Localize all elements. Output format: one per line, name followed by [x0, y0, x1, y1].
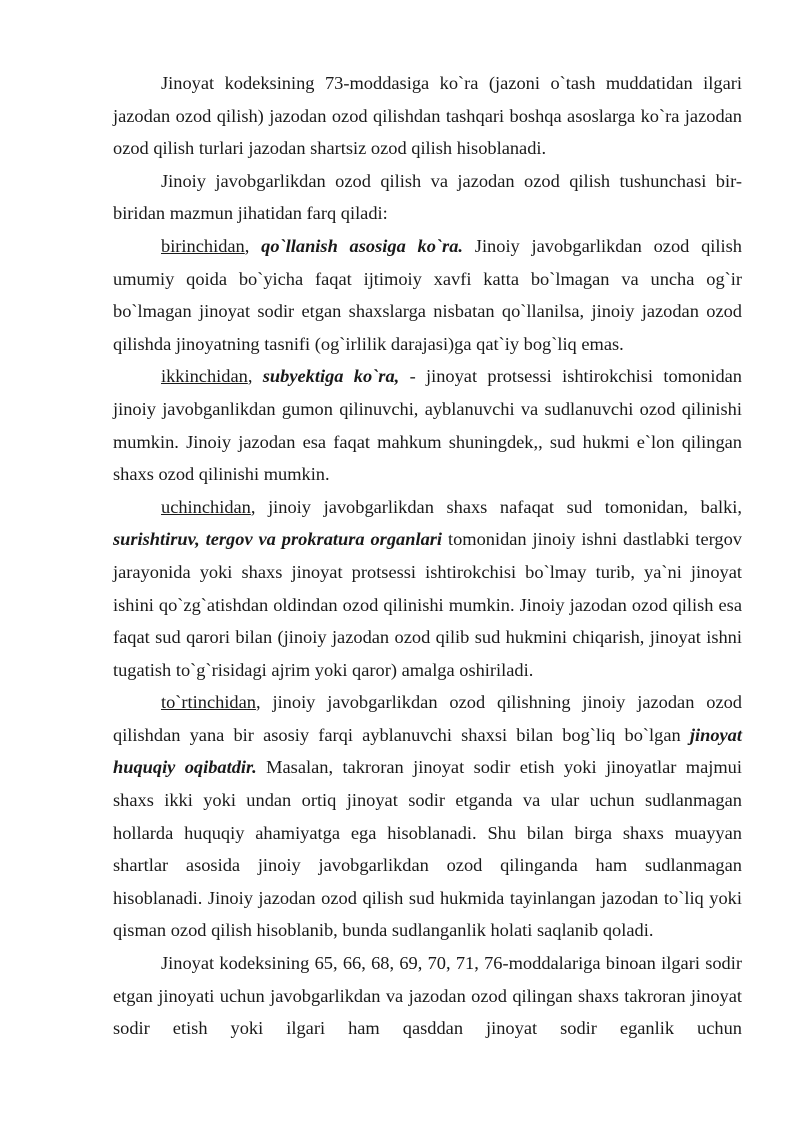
paragraph-4-lead: ikkinchidan [161, 366, 248, 387]
document-page [113, 67, 742, 1045]
paragraph-2 [113, 165, 742, 230]
paragraph-3-sep: , [244, 235, 262, 256]
paragraph-3-emphasis: qo`llanish asosiga ko`ra. [261, 235, 464, 256]
paragraph-7 [113, 947, 742, 1045]
paragraph-3 [113, 230, 742, 360]
paragraph-6-text-2: Masalan, takroran jinoyat sodir etish yoki jinoyatlar majmui shaxs ikki yoki undan ortiq jinoyat sodir etganda va ular uchun sudlanmagan hollarda huquqiy ahamiyatga ega hisoblanadi. Shu bilan birga shaxs muayyan shartlar asosida jinoiy javobgarlikdan ozod qilinganda ham sudlanmagan hisoblanadi. Jinoiy jazodan ozod qilish sud hukmida tayinlangan jazodan to`liq yoki qisman ozod qilish hisoblanib, bunda sudlanganlik holati saqlanib qoladi. [113, 757, 742, 941]
paragraph-5 [113, 491, 742, 687]
paragraph-6-lead: to`rtinchidan [161, 692, 256, 713]
paragraph-6-text-1: , jinoiy javobgarlikdan ozod qilishning jinoiy jazodan ozod qilishdan yana bir asosiy farqi ayblanuvchi shaxsi bilan bog`liq bo`lgan [113, 692, 742, 745]
paragraph-5-emphasis: surishtiruv, tergov va prokratura organlari [113, 529, 443, 550]
paragraph-6 [113, 686, 742, 947]
paragraph-5-lead: uchinchidan [161, 496, 251, 517]
paragraph-2-text: Jinoiy javobgarlikdan ozod qilish va jazodan ozod qilish tushunchasi bir-biridan mazmun jihatidan farq qiladi: [113, 170, 742, 224]
paragraph-4-text: - jinoyat protsessi ishtirokchisi tomonidan jinoiy javobganlikdan gumon qilinuvchi, ayblanuvchi va sudlanuvchi ozod qilinishi mumkin. Jinoiy jazodan esa faqat mahkum shuningdek,, sud hukmi e`lon qilingan shaxs ozod qilinishi mumkin. [113, 366, 742, 485]
paragraph-5-text-1: , jinoiy javobgarlikdan shaxs nafaqat sud tomonidan, balki, [250, 496, 742, 517]
paragraph-1 [113, 67, 742, 165]
paragraph-3-lead: birinchidan [161, 235, 245, 256]
paragraph-5-text-2: tomonidan jinoiy ishni dastlabki tergov jarayonida yoki shaxs jinoyat protsessi ishtirokchisi bo`lmay turib, ya`ni jinoyat ishini qo`zg`atishdan oldindan ozod qilinishi mumkin. Jinoiy jazodan ozod qilish esa faqat sud qarori bilan (jinoiy jazodan ozod qilib sud hukmini chiqarish, jinoyat ishni tugatish to`g`risidagi ajrim yoki qaror) amalga oshiriladi. [113, 529, 742, 680]
paragraph-1-text: Jinoyat kodeksining 73-moddasiga ko`ra (jazoni o`tash muddatidan ilgari jazodan ozod qilish) jazodan ozod qilishdan tashqari boshqa asoslarga ko`ra jazodan ozod qilish turlari jazodan shartsiz ozod qilish hisoblanadi. [113, 73, 742, 159]
paragraph-4-emphasis: subyektiga ko`ra, [262, 366, 400, 387]
paragraph-7-text: Jinoyat kodeksining 65, 66, 68, 69, 70, 71, 76-moddalariga binoan ilgari sodir etgan jinoyati uchun javobgarlikdan va jazodan ozod qilingan shaxs takroran jinoyat sodir etish yoki ilgari ham qasddan jinoyat sodir eganlik uchun [113, 953, 742, 1039]
paragraph-4 [113, 360, 742, 490]
paragraph-4-sep: , [247, 366, 263, 387]
paragraph-3-text: Jinoiy javobgarlikdan ozod qilish umumiy qoida bo`yicha faqat ijtimoiy xavfi katta bo`lmagan va uncha og`ir bo`lmagan jinoyat sodir etgan shaxslarga nisbatan qo`llanilsa, jinoiy jazodan ozod qilishda jinoyatning tasnifi (og`irlilik darajasi)ga qat`iy bog`liq emas. [113, 235, 742, 354]
paragraph-6-emphasis: jinoyat huquqiy oqibatdir. [113, 724, 742, 778]
